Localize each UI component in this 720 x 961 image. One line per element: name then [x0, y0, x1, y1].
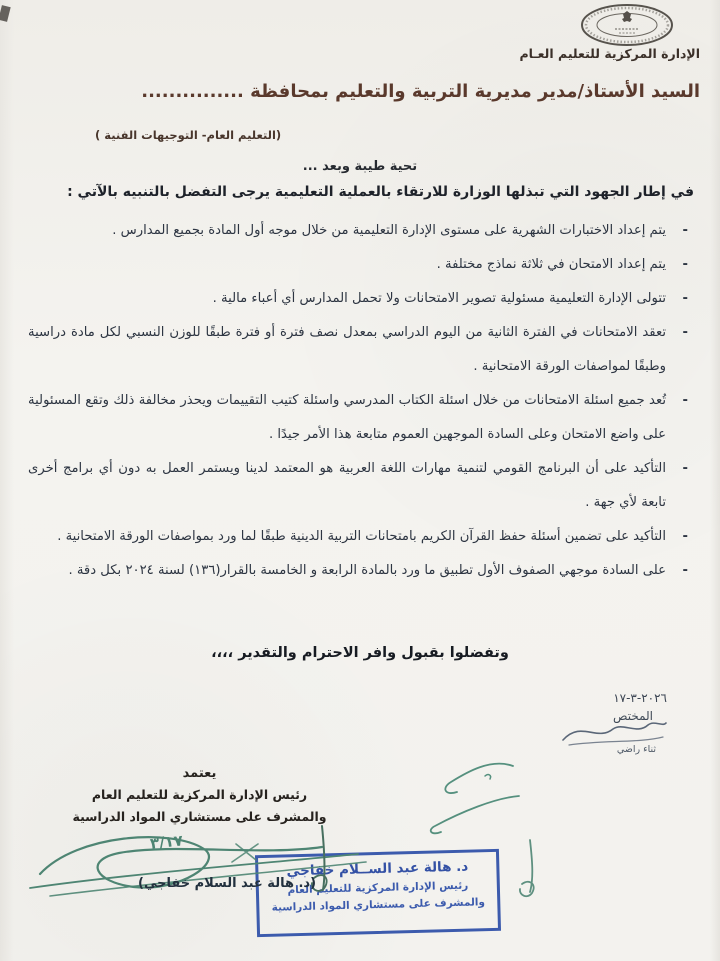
directive-item: [28, 214, 690, 248]
directive-item: [28, 282, 690, 316]
stamp-title-line2: والمشرف على مستشاري المواد الدراسية: [271, 896, 486, 914]
approver-name: (د. هالة عبد السلام خفاجي): [138, 876, 317, 891]
directive-item: [28, 554, 690, 588]
bullet-dash: -: [682, 461, 688, 476]
greeting-line: تحية طيبة وبعد ...: [302, 159, 418, 174]
closing-salutation: وتفضلوا بقبول وافر الاحترام والتقدير ،،،،: [211, 645, 509, 661]
issuing-department-title: الإدارة المركزية للتعليم العـام: [519, 46, 700, 61]
bullet-dash: -: [682, 257, 688, 272]
directive-text: التأكيد على تضمين أسئلة حفظ القرآن الكريم بامتحانات التربية الدينية طبقًا لما ورد بمواصفات الورقة الامتحانية .: [57, 529, 666, 544]
recipient-line: السيد الأستاذ/مدير مديرية التربية والتعليم بمحافظة ...............: [141, 81, 700, 102]
directive-item: [28, 316, 690, 384]
directive-text: تُعد جميع اسئلة الامتحانات من خلال اسئلة الكتاب المدرسي واسئلة كتيب التقييمات ويحذر مخالفة ذلك وتقع المسئولية على واضع الامتحان وعلى السادة الموجهين العموم متابعة هذا الأمر جيدًا .: [28, 393, 666, 442]
approver-signature-ink: [22, 816, 582, 916]
intro-line: في إطار الجهود التي تبذلها الوزارة للارتقاء بالعملية التعليمية يرجى التفضل بالتنبيه بالآتي :: [67, 184, 694, 200]
directive-text: تتولى الإدارة التعليمية مسئولية تصوير الامتحانات ولا تحمل المدارس أي أعباء مالية .: [212, 291, 666, 306]
directive-text: يتم إعداد الاختبارات الشهرية على مستوى الإدارة التعليمية من خلال موجه أول المادة بجميع المدارس .: [112, 223, 666, 238]
stamp-name-line: د. هالة عبد الســلام خفاجي: [286, 858, 469, 880]
directive-text: يتم إعداد الامتحان في ثلاثة نماذج مختلفة .: [436, 257, 666, 272]
directive-text: التأكيد على أن البرنامج القومي لتنمية مهارات اللغة العربية هو المعتمد لدينا ويستمر العمل به دون أي برامج أخرى تابعة لأي جهة .: [28, 461, 666, 510]
specialist-label: المختص: [613, 709, 653, 723]
scan-artifact-mark: [0, 5, 11, 22]
handwritten-day-note: ٣/١٧: [149, 831, 184, 853]
bullet-dash: -: [682, 563, 688, 578]
bullet-dash: -: [682, 325, 688, 340]
bullet-dash: -: [682, 529, 688, 544]
section-note: (التعليم العام- التوجيهات الفنية ): [95, 128, 282, 142]
directive-item: [28, 248, 690, 282]
directive-item: [28, 452, 690, 520]
approval-label: يعتمد: [182, 766, 217, 781]
specialist-name: ثناء راضي: [616, 744, 656, 755]
directive-text: تعقد الامتحانات في الفترة الثانية من اليوم الدراسي بمعدل نصف فترة أو فترة طبقًا للوزن النسبي لكل مادة دراسية وطبقًا لمواصفات الورقة الامتحانية .: [28, 325, 666, 374]
directive-text: على السادة موجهي الصفوف الأول تطبيق ما ورد بالمادة الرابعة و الخامسة بالقرار(١٣٦) لسنة ٢٠٢٤ بكل دقة .: [68, 563, 666, 578]
approver-title-line1: رئيس الإدارة المركزية للتعليم العام: [91, 787, 308, 802]
stamp-title-line1: رئيس الإدارة المركزية للتعليم العام: [287, 879, 469, 897]
directive-item: [28, 520, 690, 554]
ministry-eagle-seal-icon: [579, 3, 675, 47]
directive-item: [28, 384, 690, 452]
directives-list: [28, 214, 690, 588]
bullet-dash: -: [682, 291, 688, 306]
bullet-dash: -: [682, 393, 688, 408]
letter-date: ٢٠٢٦-٣-١٧: [613, 691, 667, 705]
approver-title-line2: والمشرف على مستشاري المواد الدراسية: [72, 809, 327, 824]
bullet-dash: -: [682, 223, 688, 238]
